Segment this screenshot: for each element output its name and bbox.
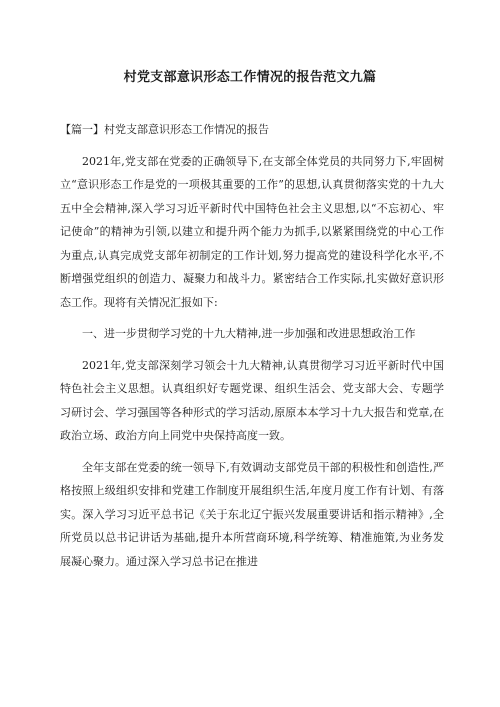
body-paragraph-2: 2021年,党支部深刻学习领会十九大精神,认真贯彻学习习近平新时代中国特色社会主义思想。认真组织好专题党课、组织生活会、党支部大会、专题学习研讨会、学习强国等各种形式的学习活动,原原本本学习十九大报告和党章,在政治立场、政治方向上同党中央保持高度一致。 bbox=[60, 358, 444, 442]
page-title: 村党支部意识形态工作情况的报告范文九篇 bbox=[123, 70, 377, 85]
subsection-heading: 一、进一步贯彻学习党的十九大精神,进一步加强和改进思想政治工作 bbox=[82, 327, 416, 340]
article-body bbox=[60, 118, 444, 573]
section-heading: 【篇一】村党支部意识形态工作情况的报告 bbox=[60, 123, 269, 136]
body-paragraph-1: 2021年,党支部在党委的正确领导下,在支部全体党员的共同努力下,牢固树立“意识形态工作是党的一项极其重要的工作”的思想,认真贯彻落实党的十九大五中全会精神,深入学习习近平新时代中国特色社会主义思想,以“不忘初心、牢记使命”的精神为引领,以建立和提升两个能力为抓手,以紧紧围绕党的中心工作为重点,认真完成党支部年初制定的工作计划,努力提高党的建设科学化水平,不断增强党组织的创造力、凝聚力和战斗力。紧密结合工作实际,扎实做好意识形态工作。现将有关情况汇报如下: bbox=[60, 154, 444, 309]
body-paragraph-3: 全年支部在党委的统一领导下,有效调动支部党员干部的积极性和创造性,严格按照上级组织安排和党建工作制度开展组织生活,年度月度工作有计划、有落实。深入学习习近平总书记《关于东北辽宁振兴发展重要讲话和指示精神》,全所党员以总书记讲话为基础,提升本所营商环境,科学统筹、精准施策,为业务发展凝心聚力。通过深入学习总书记在推进 bbox=[60, 460, 444, 568]
